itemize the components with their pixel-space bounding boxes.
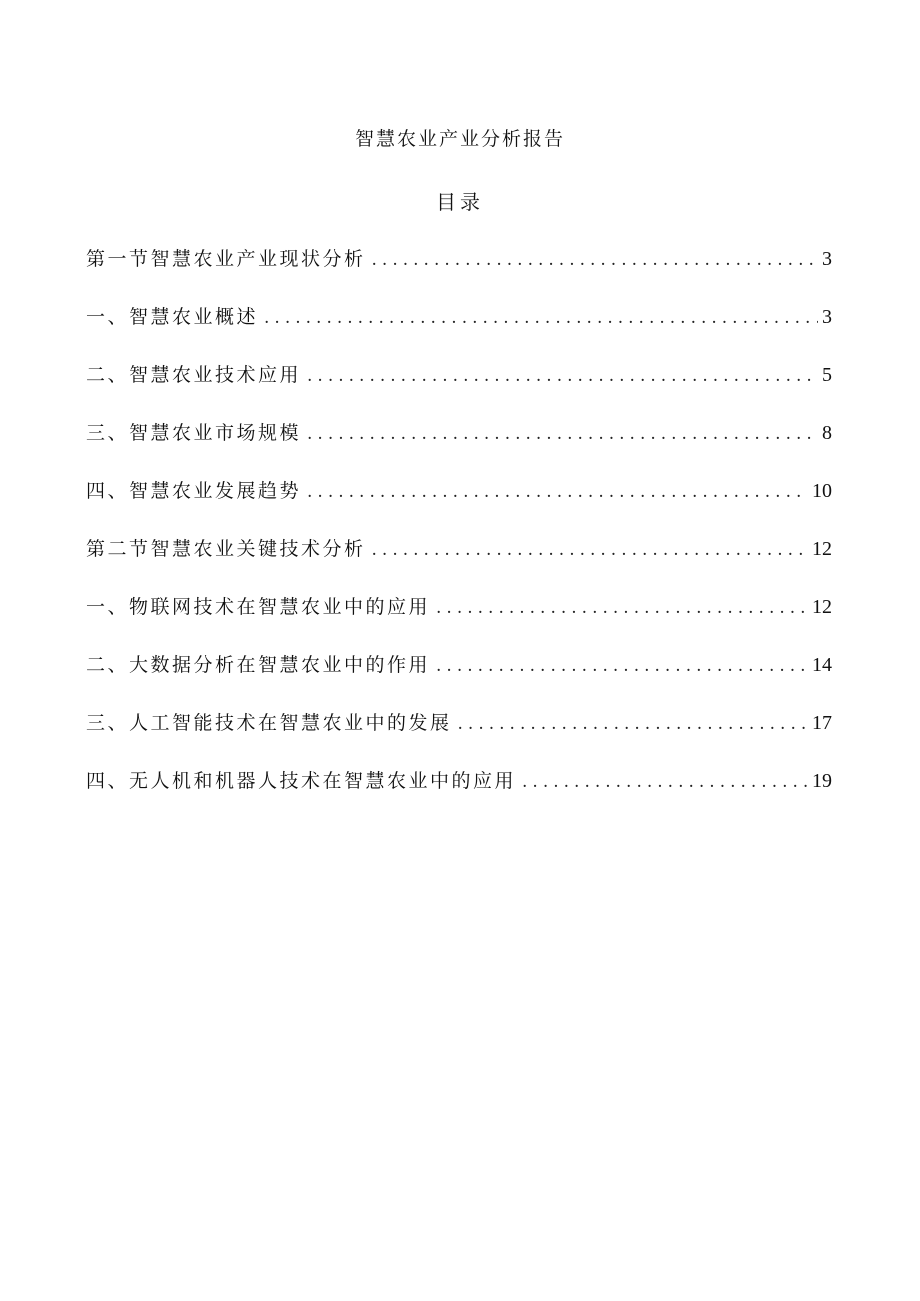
toc-entry[interactable] — [86, 244, 832, 302]
toc-entry[interactable] — [86, 766, 832, 824]
toc-heading: 目录 — [436, 190, 484, 214]
toc-entry-page: 10 — [812, 480, 832, 502]
toc-entry-label: 三、智慧农业市场规模 — [86, 422, 302, 444]
toc-entry-label: 一、物联网技术在智慧农业中的应用 — [86, 596, 431, 618]
table-of-contents — [86, 244, 832, 824]
toc-entry-label: 二、智慧农业技术应用 — [86, 364, 302, 386]
toc-entry[interactable] — [86, 302, 832, 360]
toc-entry[interactable] — [86, 418, 832, 476]
toc-entry-label: 一、智慧农业概述 — [86, 306, 259, 328]
toc-dot-leader — [372, 250, 818, 270]
toc-entry-page: 14 — [812, 654, 832, 676]
toc-entry-label: 四、无人机和机器人技术在智慧农业中的应用 — [86, 770, 517, 792]
toc-entry-page: 17 — [812, 712, 832, 734]
toc-entry-page: 8 — [822, 422, 832, 444]
toc-entry-label: 第一节智慧农业产业现状分析 — [86, 248, 366, 270]
toc-dot-leader — [372, 540, 808, 560]
toc-dot-leader — [522, 772, 808, 792]
toc-entry-label: 四、智慧农业发展趋势 — [86, 480, 302, 502]
toc-entry-page: 12 — [812, 596, 832, 618]
toc-entry-page: 3 — [822, 306, 832, 328]
toc-entry[interactable] — [86, 534, 832, 592]
toc-entry[interactable] — [86, 476, 832, 534]
toc-entry[interactable] — [86, 360, 832, 418]
toc-entry-page: 5 — [822, 364, 832, 386]
toc-dot-leader — [264, 308, 818, 328]
toc-dot-leader — [458, 714, 808, 734]
toc-dot-leader — [307, 366, 818, 386]
toc-entry-label: 第二节智慧农业关键技术分析 — [86, 538, 366, 560]
toc-entry-page: 19 — [812, 770, 832, 792]
toc-entry-page: 3 — [822, 248, 832, 270]
toc-entry-page: 12 — [812, 538, 832, 560]
toc-dot-leader — [436, 598, 808, 618]
toc-entry[interactable] — [86, 708, 832, 766]
toc-entry[interactable] — [86, 650, 832, 708]
toc-dot-leader — [436, 656, 808, 676]
toc-entry[interactable] — [86, 592, 832, 650]
toc-entry-label: 三、人工智能技术在智慧农业中的发展 — [86, 712, 452, 734]
document-title: 智慧农业产业分析报告 — [354, 128, 565, 150]
toc-dot-leader — [307, 482, 808, 502]
toc-entry-label: 二、大数据分析在智慧农业中的作用 — [86, 654, 431, 676]
toc-dot-leader — [307, 424, 818, 444]
